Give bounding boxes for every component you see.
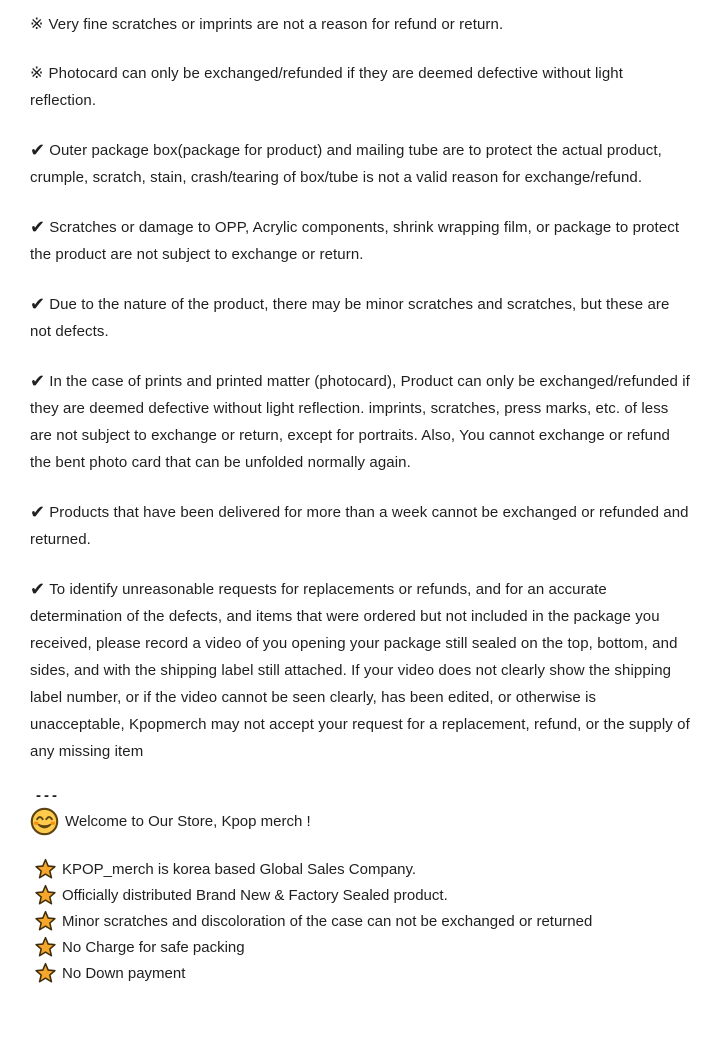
star-icon: [34, 962, 57, 985]
check-icon: ✔: [30, 579, 46, 599]
policy-note-text: Very fine scratches or imprints are not a reason for refund or return.: [48, 16, 504, 33]
divider-dashes: ---: [36, 787, 60, 804]
policy-note: [30, 136, 692, 191]
store-point: [34, 908, 692, 934]
policy-note-text: Products that have been delivered for more than a week cannot be exchanged or refunded and returned.: [30, 504, 689, 548]
check-icon: ✔: [30, 294, 46, 314]
star-icon: [34, 858, 57, 881]
smiley-blush-right: [50, 822, 55, 825]
star-icon: [34, 910, 57, 933]
check-icon: ✔: [30, 217, 46, 237]
smiley-blush-left: [34, 822, 39, 825]
store-point: [34, 856, 692, 882]
store-point-text: KPOP_merch is korea based Global Sales Company.: [62, 860, 417, 878]
policy-note: [30, 575, 692, 765]
reference-mark-icon: ※: [30, 16, 44, 33]
store-point-text: Officially distributed Brand New & Factory Sealed product.: [62, 886, 448, 904]
star-icon: [34, 936, 57, 959]
check-icon: ✔: [30, 502, 46, 522]
policy-note: [30, 290, 692, 345]
reference-mark-icon: ※: [30, 65, 44, 82]
policy-note: [30, 11, 692, 38]
policy-note-text: To identify unreasonable requests for replacements or refunds, and for an accurate determination of the defects, and items that were ordered but not included in the package you received, please record a video of you opening your package still sealed on the top, bottom, and sides, and with the shipping label still attached. If your video does not clearly show the shipping label number, or if the video cannot be seen clearly, has been edited, or otherwise is unacceptable, Kpopmerch may not accept your request for a replacement, refund, or the supply of any missing item: [30, 581, 690, 760]
store-point-text: No Charge for safe packing: [62, 938, 245, 956]
welcome-text: Welcome to Our Store, Kpop merch !: [65, 813, 311, 830]
store-point: [34, 960, 692, 986]
policy-note-text: Photocard can only be exchanged/refunded if they are deemed defective without light reflection.: [30, 65, 624, 109]
check-icon: ✔: [30, 371, 46, 391]
policy-note-text: Outer package box(package for product) and mailing tube are to protect the actual product, crumple, scratch, stain, crash/tearing of box/tube is not a valid reason for exchange/refund.: [30, 142, 662, 186]
policy-note-text: Scratches or damage to OPP, Acrylic components, shrink wrapping film, or package to protect the product are not subject to exchange or return.: [30, 219, 680, 263]
welcome-line: [30, 807, 692, 836]
store-point: [34, 934, 692, 960]
policy-note-text: Due to the nature of the product, there may be minor scratches and scratches, but these are not defects.: [30, 296, 670, 340]
check-icon: ✔: [30, 140, 46, 160]
star-icon: [34, 884, 57, 907]
policy-note-text: In the case of prints and printed matter (photocard), Product can only be exchanged/refunded if they are deemed defective without light reflection. imprints, scratches, press marks, etc. of less are not subject to exchange or return, except for portraits. Also, You cannot exchange or refund the bent photo card that can be unfolded normally again.: [30, 373, 690, 471]
store-point-text: No Down payment: [62, 964, 186, 982]
policy-note: [30, 213, 692, 268]
policy-note: [30, 498, 692, 553]
store-point: [34, 882, 692, 908]
policy-note: [30, 60, 692, 114]
smiley-icon: [30, 807, 59, 836]
store-point-text: Minor scratches and discoloration of the case can not be exchanged or returned: [62, 912, 593, 930]
policy-note: [30, 367, 692, 476]
